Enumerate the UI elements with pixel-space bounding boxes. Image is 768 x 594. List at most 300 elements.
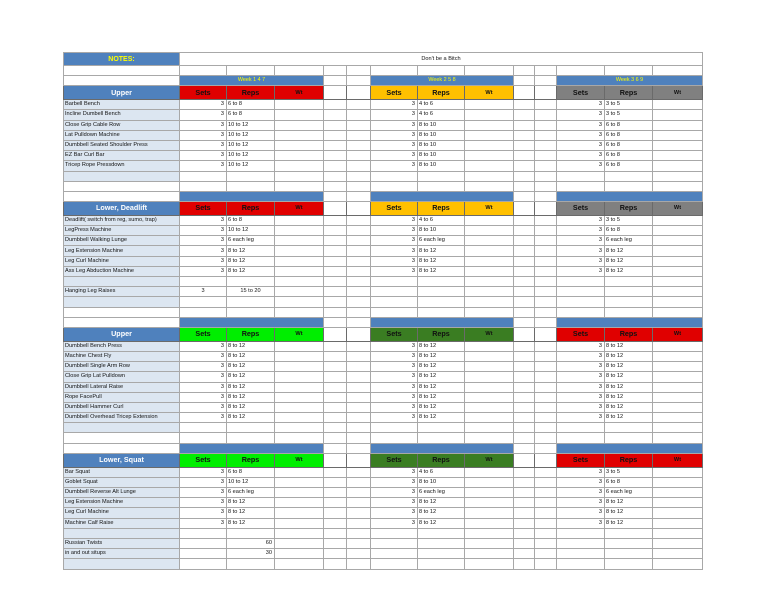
weight-input[interactable] <box>275 236 324 246</box>
empty-cell[interactable] <box>514 402 535 412</box>
empty-cell[interactable] <box>347 392 371 402</box>
empty-cell[interactable] <box>347 413 371 423</box>
weight-input[interactable] <box>465 477 514 487</box>
empty-cell[interactable] <box>64 423 180 433</box>
sets-value[interactable]: 3 <box>371 341 418 351</box>
empty-cell[interactable] <box>324 508 347 518</box>
empty-cell[interactable] <box>557 433 605 443</box>
empty-cell[interactable] <box>324 518 347 528</box>
sets-value[interactable]: 3 <box>371 130 418 140</box>
reps-value[interactable]: 4 to 6 <box>418 215 465 225</box>
empty-cell[interactable] <box>514 317 535 327</box>
empty-cell[interactable] <box>557 528 605 538</box>
weight-input[interactable] <box>275 351 324 361</box>
reps-value[interactable]: 8 to 10 <box>418 477 465 487</box>
empty-cell[interactable] <box>605 297 653 307</box>
empty-cell[interactable] <box>347 256 371 266</box>
reps-value[interactable]: 15 to 20 <box>227 287 275 297</box>
weight-input[interactable] <box>465 488 514 498</box>
empty-cell[interactable] <box>535 351 557 361</box>
reps-value[interactable]: 8 to 12 <box>227 351 275 361</box>
reps-value[interactable]: 6 to 8 <box>227 467 275 477</box>
sets-value[interactable]: 3 <box>371 518 418 528</box>
weight-input[interactable] <box>465 392 514 402</box>
weight-input[interactable] <box>653 100 703 110</box>
weight-input[interactable] <box>653 226 703 236</box>
reps-value[interactable]: 8 to 12 <box>418 266 465 276</box>
reps-value[interactable]: 30 <box>227 549 275 559</box>
empty-cell[interactable] <box>347 110 371 120</box>
empty-cell[interactable] <box>535 151 557 161</box>
sets-value[interactable]: 3 <box>180 518 227 528</box>
reps-value[interactable]: 8 to 12 <box>227 382 275 392</box>
reps-value[interactable]: 6 to 8 <box>605 140 653 150</box>
empty-cell[interactable] <box>653 287 703 297</box>
sets-value[interactable]: 3 <box>557 477 605 487</box>
empty-cell[interactable] <box>371 528 418 538</box>
empty-cell[interactable] <box>535 297 557 307</box>
empty-cell[interactable] <box>557 181 605 191</box>
empty-cell[interactable] <box>557 549 605 559</box>
reps-value[interactable]: 8 to 12 <box>418 246 465 256</box>
empty-cell[interactable] <box>347 402 371 412</box>
empty-cell[interactable] <box>514 538 535 548</box>
empty-cell[interactable] <box>324 402 347 412</box>
empty-cell[interactable] <box>535 201 557 215</box>
sets-value[interactable]: 3 <box>557 226 605 236</box>
empty-cell[interactable] <box>605 277 653 287</box>
reps-value[interactable]: 8 to 12 <box>605 518 653 528</box>
empty-cell[interactable] <box>324 382 347 392</box>
sets-value[interactable]: 3 <box>557 120 605 130</box>
empty-cell[interactable] <box>535 256 557 266</box>
reps-value[interactable]: 8 to 12 <box>227 266 275 276</box>
reps-value[interactable]: 8 to 12 <box>418 382 465 392</box>
reps-value[interactable]: 8 to 12 <box>418 392 465 402</box>
empty-cell[interactable] <box>535 277 557 287</box>
empty-cell[interactable] <box>514 191 535 201</box>
reps-value[interactable]: 6 to 8 <box>227 215 275 225</box>
empty-cell[interactable] <box>514 226 535 236</box>
empty-cell[interactable] <box>347 171 371 181</box>
weight-input[interactable] <box>275 110 324 120</box>
empty-cell[interactable] <box>347 201 371 215</box>
sets-value[interactable]: 3 <box>371 402 418 412</box>
empty-cell[interactable] <box>180 66 227 76</box>
weight-input[interactable] <box>465 518 514 528</box>
empty-cell[interactable] <box>347 433 371 443</box>
empty-cell[interactable] <box>514 66 535 76</box>
empty-cell[interactable] <box>535 226 557 236</box>
weight-input[interactable] <box>465 467 514 477</box>
empty-cell[interactable] <box>418 538 465 548</box>
empty-cell[interactable] <box>324 317 347 327</box>
empty-cell[interactable] <box>180 297 227 307</box>
empty-cell[interactable] <box>514 488 535 498</box>
sets-value[interactable]: 3 <box>180 140 227 150</box>
weight-input[interactable] <box>275 246 324 256</box>
empty-cell[interactable] <box>324 181 347 191</box>
sets-value[interactable]: 3 <box>371 498 418 508</box>
empty-cell[interactable] <box>514 518 535 528</box>
weight-input[interactable] <box>275 341 324 351</box>
empty-cell[interactable] <box>535 66 557 76</box>
empty-cell[interactable] <box>418 277 465 287</box>
reps-value[interactable]: 8 to 10 <box>418 151 465 161</box>
empty-cell[interactable] <box>535 266 557 276</box>
empty-cell[interactable] <box>653 528 703 538</box>
empty-cell[interactable] <box>514 130 535 140</box>
empty-cell[interactable] <box>347 120 371 130</box>
sets-value[interactable]: 3 <box>371 392 418 402</box>
sets-value[interactable]: 3 <box>371 477 418 487</box>
empty-cell[interactable] <box>535 392 557 402</box>
empty-cell[interactable] <box>227 181 275 191</box>
weight-input[interactable] <box>653 161 703 171</box>
empty-cell[interactable] <box>227 423 275 433</box>
empty-cell[interactable] <box>535 518 557 528</box>
weight-input[interactable] <box>653 392 703 402</box>
weight-input[interactable] <box>465 226 514 236</box>
empty-cell[interactable] <box>64 297 180 307</box>
reps-value[interactable]: 8 to 12 <box>605 508 653 518</box>
empty-cell[interactable] <box>418 549 465 559</box>
weight-input[interactable] <box>653 256 703 266</box>
empty-cell[interactable] <box>535 341 557 351</box>
reps-value[interactable]: 8 to 12 <box>605 351 653 361</box>
empty-cell[interactable] <box>557 171 605 181</box>
reps-value[interactable]: 10 to 12 <box>227 140 275 150</box>
empty-cell[interactable] <box>605 538 653 548</box>
empty-cell[interactable] <box>605 66 653 76</box>
weight-input[interactable] <box>275 402 324 412</box>
empty-cell[interactable] <box>465 549 514 559</box>
empty-cell[interactable] <box>347 76 371 86</box>
empty-cell[interactable] <box>535 317 557 327</box>
empty-cell[interactable] <box>535 191 557 201</box>
sets-value[interactable]: 3 <box>180 266 227 276</box>
empty-cell[interactable] <box>324 140 347 150</box>
reps-value[interactable]: 8 to 12 <box>227 413 275 423</box>
empty-cell[interactable] <box>275 287 324 297</box>
empty-cell[interactable] <box>535 423 557 433</box>
empty-cell[interactable] <box>324 215 347 225</box>
empty-cell[interactable] <box>514 171 535 181</box>
empty-cell[interactable] <box>180 423 227 433</box>
weight-input[interactable] <box>653 508 703 518</box>
reps-value[interactable]: 8 to 12 <box>605 402 653 412</box>
empty-cell[interactable] <box>535 287 557 297</box>
empty-cell[interactable] <box>557 277 605 287</box>
weight-input[interactable] <box>275 362 324 372</box>
empty-cell[interactable] <box>514 76 535 86</box>
empty-cell[interactable] <box>514 382 535 392</box>
reps-value[interactable]: 8 to 12 <box>227 372 275 382</box>
reps-value[interactable]: 8 to 12 <box>418 508 465 518</box>
empty-cell[interactable] <box>324 297 347 307</box>
sets-value[interactable]: 3 <box>180 351 227 361</box>
reps-value[interactable]: 8 to 12 <box>605 413 653 423</box>
empty-cell[interactable] <box>227 559 275 569</box>
empty-cell[interactable] <box>653 66 703 76</box>
weight-input[interactable] <box>653 341 703 351</box>
sets-value[interactable]: 3 <box>180 392 227 402</box>
sets-value[interactable]: 3 <box>371 110 418 120</box>
weight-input[interactable] <box>275 508 324 518</box>
empty-cell[interactable] <box>514 351 535 361</box>
empty-cell[interactable] <box>465 528 514 538</box>
weight-input[interactable] <box>653 151 703 161</box>
empty-cell[interactable] <box>324 277 347 287</box>
reps-value[interactable]: 4 to 6 <box>418 467 465 477</box>
sets-value[interactable]: 3 <box>557 351 605 361</box>
empty-cell[interactable] <box>557 423 605 433</box>
empty-cell[interactable] <box>535 110 557 120</box>
sets-value[interactable]: 3 <box>557 151 605 161</box>
empty-cell[interactable] <box>514 477 535 487</box>
empty-cell[interactable] <box>465 181 514 191</box>
empty-cell[interactable] <box>324 130 347 140</box>
empty-cell[interactable] <box>418 171 465 181</box>
empty-cell[interactable] <box>514 341 535 351</box>
sets-value[interactable]: 3 <box>371 256 418 266</box>
empty-cell[interactable] <box>514 181 535 191</box>
reps-value[interactable]: 10 to 12 <box>227 477 275 487</box>
empty-cell[interactable] <box>605 549 653 559</box>
empty-cell[interactable] <box>653 423 703 433</box>
empty-cell[interactable] <box>535 140 557 150</box>
empty-cell[interactable] <box>347 518 371 528</box>
empty-cell[interactable] <box>653 538 703 548</box>
reps-value[interactable]: 8 to 12 <box>418 362 465 372</box>
weight-input[interactable] <box>275 392 324 402</box>
reps-value[interactable]: 6 to 8 <box>605 161 653 171</box>
empty-cell[interactable] <box>227 277 275 287</box>
sets-value[interactable]: 3 <box>180 402 227 412</box>
empty-cell[interactable] <box>347 498 371 508</box>
reps-value[interactable]: 3 to 5 <box>605 215 653 225</box>
empty-cell[interactable] <box>514 215 535 225</box>
sets-value[interactable]: 3 <box>557 498 605 508</box>
empty-cell[interactable] <box>514 392 535 402</box>
empty-cell[interactable] <box>324 236 347 246</box>
empty-cell[interactable] <box>605 559 653 569</box>
sets-value[interactable]: 3 <box>371 488 418 498</box>
sets-value[interactable]: 3 <box>557 100 605 110</box>
reps-value[interactable]: 10 to 12 <box>227 120 275 130</box>
empty-cell[interactable] <box>465 423 514 433</box>
reps-value[interactable]: 8 to 12 <box>605 498 653 508</box>
empty-cell[interactable] <box>514 443 535 453</box>
sets-value[interactable]: 3 <box>371 161 418 171</box>
empty-cell[interactable] <box>180 181 227 191</box>
empty-cell[interactable] <box>371 171 418 181</box>
empty-cell[interactable] <box>465 287 514 297</box>
sets-value[interactable]: 3 <box>180 413 227 423</box>
weight-input[interactable] <box>275 120 324 130</box>
empty-cell[interactable] <box>324 538 347 548</box>
empty-cell[interactable] <box>371 181 418 191</box>
empty-cell[interactable] <box>418 66 465 76</box>
empty-cell[interactable] <box>514 528 535 538</box>
weight-input[interactable] <box>653 215 703 225</box>
empty-cell[interactable] <box>347 508 371 518</box>
empty-cell[interactable] <box>324 351 347 361</box>
sets-value[interactable]: 3 <box>557 110 605 120</box>
sets-value[interactable] <box>180 549 227 559</box>
sets-value[interactable]: 3 <box>371 382 418 392</box>
weight-input[interactable] <box>275 498 324 508</box>
empty-cell[interactable] <box>324 528 347 538</box>
empty-cell[interactable] <box>180 528 227 538</box>
empty-cell[interactable] <box>514 362 535 372</box>
empty-cell[interactable] <box>227 433 275 443</box>
empty-cell[interactable] <box>514 413 535 423</box>
empty-cell[interactable] <box>371 538 418 548</box>
empty-cell[interactable] <box>371 559 418 569</box>
sets-value[interactable]: 3 <box>371 226 418 236</box>
weight-input[interactable] <box>653 413 703 423</box>
reps-value[interactable]: 8 to 12 <box>227 392 275 402</box>
reps-value[interactable]: 6 each leg <box>227 236 275 246</box>
empty-cell[interactable] <box>371 549 418 559</box>
empty-cell[interactable] <box>324 66 347 76</box>
sets-value[interactable]: 3 <box>557 130 605 140</box>
reps-value[interactable]: 8 to 12 <box>418 256 465 266</box>
sets-value[interactable]: 3 <box>180 362 227 372</box>
empty-cell[interactable] <box>347 130 371 140</box>
empty-cell[interactable] <box>324 467 347 477</box>
weight-input[interactable] <box>275 215 324 225</box>
empty-cell[interactable] <box>347 341 371 351</box>
empty-cell[interactable] <box>324 413 347 423</box>
weight-input[interactable] <box>465 372 514 382</box>
sets-value[interactable]: 3 <box>557 215 605 225</box>
weight-input[interactable] <box>275 413 324 423</box>
empty-cell[interactable] <box>275 66 324 76</box>
empty-cell[interactable] <box>514 236 535 246</box>
reps-value[interactable]: 8 to 10 <box>418 130 465 140</box>
reps-value[interactable]: 60 <box>227 538 275 548</box>
empty-cell[interactable] <box>275 528 324 538</box>
empty-cell[interactable] <box>324 423 347 433</box>
empty-cell[interactable] <box>324 246 347 256</box>
reps-value[interactable]: 4 to 6 <box>418 110 465 120</box>
empty-cell[interactable] <box>324 86 347 100</box>
empty-cell[interactable] <box>557 559 605 569</box>
reps-value[interactable]: 6 to 8 <box>227 100 275 110</box>
empty-cell[interactable] <box>180 433 227 443</box>
weight-input[interactable] <box>465 246 514 256</box>
weight-input[interactable] <box>465 161 514 171</box>
empty-cell[interactable] <box>535 477 557 487</box>
sets-value[interactable]: 3 <box>371 372 418 382</box>
empty-cell[interactable] <box>514 423 535 433</box>
empty-cell[interactable] <box>557 297 605 307</box>
sets-value[interactable]: 3 <box>180 508 227 518</box>
empty-cell[interactable] <box>275 549 324 559</box>
weight-input[interactable] <box>465 256 514 266</box>
weight-input[interactable] <box>275 226 324 236</box>
weight-input[interactable] <box>275 382 324 392</box>
sets-value[interactable]: 3 <box>180 287 227 297</box>
empty-cell[interactable] <box>418 287 465 297</box>
empty-cell[interactable] <box>347 161 371 171</box>
empty-cell[interactable] <box>514 86 535 100</box>
weight-input[interactable] <box>653 236 703 246</box>
empty-cell[interactable] <box>535 413 557 423</box>
empty-cell[interactable] <box>347 559 371 569</box>
reps-value[interactable]: 6 each leg <box>605 488 653 498</box>
sets-value[interactable]: 3 <box>371 266 418 276</box>
empty-cell[interactable] <box>514 277 535 287</box>
empty-cell[interactable] <box>324 327 347 341</box>
empty-cell[interactable] <box>347 317 371 327</box>
reps-value[interactable]: 6 to 8 <box>605 130 653 140</box>
empty-cell[interactable] <box>535 100 557 110</box>
empty-cell[interactable] <box>64 66 180 76</box>
empty-cell[interactable] <box>605 423 653 433</box>
empty-cell[interactable] <box>347 528 371 538</box>
empty-cell[interactable] <box>465 297 514 307</box>
sets-value[interactable]: 3 <box>371 351 418 361</box>
empty-cell[interactable] <box>605 181 653 191</box>
empty-cell[interactable] <box>227 307 275 317</box>
empty-cell[interactable] <box>324 191 347 201</box>
empty-cell[interactable] <box>324 477 347 487</box>
weight-input[interactable] <box>653 518 703 528</box>
empty-cell[interactable] <box>418 433 465 443</box>
sets-value[interactable]: 3 <box>557 392 605 402</box>
reps-value[interactable]: 6 each leg <box>605 236 653 246</box>
empty-cell[interactable] <box>514 372 535 382</box>
empty-cell[interactable] <box>605 287 653 297</box>
empty-cell[interactable] <box>418 559 465 569</box>
reps-value[interactable]: 8 to 12 <box>227 362 275 372</box>
reps-value[interactable]: 10 to 12 <box>227 161 275 171</box>
empty-cell[interactable] <box>514 559 535 569</box>
empty-cell[interactable] <box>535 443 557 453</box>
empty-cell[interactable] <box>347 423 371 433</box>
empty-cell[interactable] <box>324 226 347 236</box>
weight-input[interactable] <box>653 246 703 256</box>
weight-input[interactable] <box>653 266 703 276</box>
reps-value[interactable]: 6 to 8 <box>605 151 653 161</box>
sets-value[interactable]: 3 <box>557 372 605 382</box>
empty-cell[interactable] <box>514 110 535 120</box>
weight-input[interactable] <box>275 256 324 266</box>
sets-value[interactable]: 3 <box>180 488 227 498</box>
empty-cell[interactable] <box>465 66 514 76</box>
sets-value[interactable]: 3 <box>557 161 605 171</box>
weight-input[interactable] <box>465 110 514 120</box>
empty-cell[interactable] <box>275 423 324 433</box>
empty-cell[interactable] <box>64 76 180 86</box>
reps-value[interactable]: 8 to 12 <box>227 508 275 518</box>
empty-cell[interactable] <box>514 297 535 307</box>
reps-value[interactable]: 8 to 12 <box>418 341 465 351</box>
empty-cell[interactable] <box>324 307 347 317</box>
empty-cell[interactable] <box>371 277 418 287</box>
reps-value[interactable]: 8 to 12 <box>418 498 465 508</box>
empty-cell[interactable] <box>557 538 605 548</box>
reps-value[interactable]: 3 to 5 <box>605 467 653 477</box>
weight-input[interactable] <box>275 477 324 487</box>
empty-cell[interactable] <box>653 181 703 191</box>
weight-input[interactable] <box>465 236 514 246</box>
reps-value[interactable]: 8 to 12 <box>418 413 465 423</box>
reps-value[interactable]: 8 to 12 <box>227 341 275 351</box>
